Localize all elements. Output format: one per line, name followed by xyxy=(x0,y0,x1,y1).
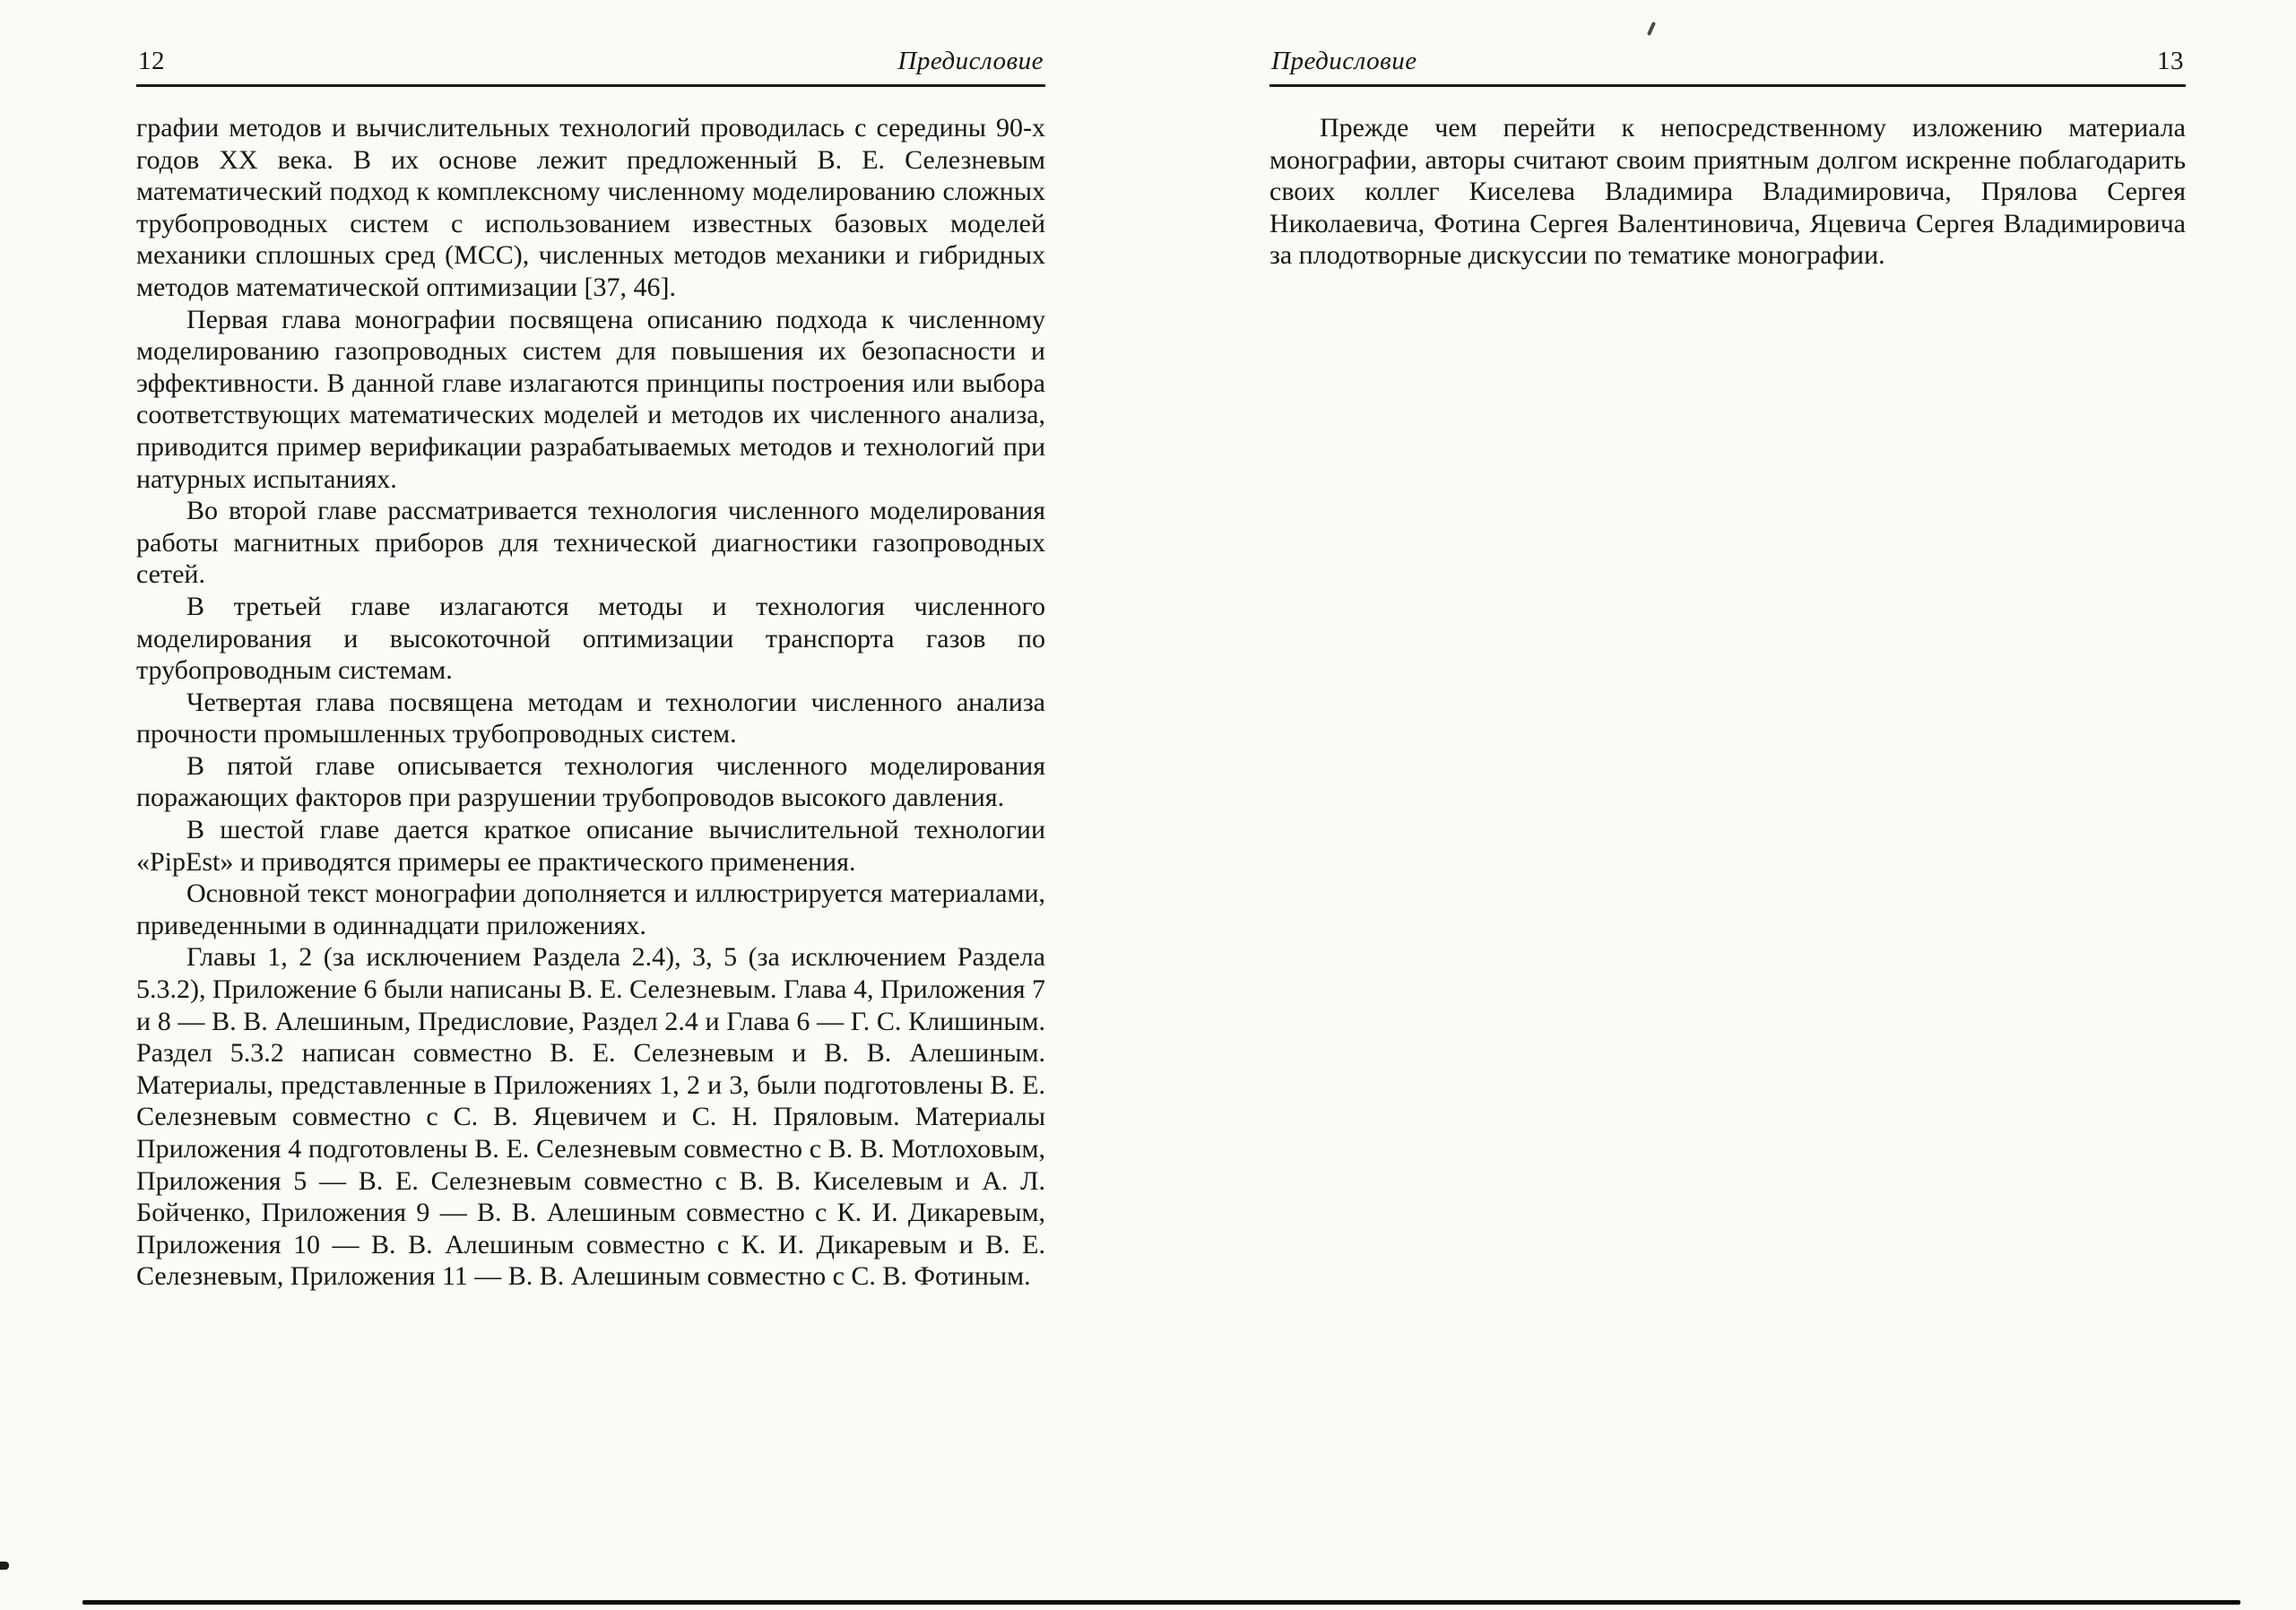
right-page-text xyxy=(1269,112,2186,272)
scan-speck-artifact xyxy=(0,1562,9,1570)
right-page-header xyxy=(1269,47,2186,84)
paragraph: В пятой главе описывается технология численного моделирования поражающих факторов при разрушении трубопроводов высокого давления. xyxy=(136,750,1045,813)
scan-edge-line xyxy=(82,1600,2240,1605)
header-rule xyxy=(1269,84,2186,87)
paragraph: Четвертая глава посвящена методам и технологии численного анализа прочности промышленных трубопроводных систем. xyxy=(136,687,1045,749)
paragraph: В шестой главе дается краткое описание вычислительной технологии «PipEst» и приводятся примеры ее практического применения. xyxy=(136,815,1045,877)
page-number: 13 xyxy=(2157,47,2184,75)
paragraph: Первая глава монографии посвящена описанию подхода к численному моделированию газопроводных систем для повышения их безопасности и эффективности. В данной главе излагаются принципы построения или выбора соответствующих математических моделей и методов их численного анализа, приводится пример верификации разрабатываемых методов и технологий при натурных испытаниях. xyxy=(136,304,1045,494)
scan-speck-artifact xyxy=(1647,22,1656,36)
paragraph: В третьей главе излагаются методы и технология численного моделирования и высокоточной оптимизации транспорта газов по трубопроводным системам. xyxy=(136,591,1045,686)
header-rule xyxy=(136,84,1045,87)
paragraph: Главы 1, 2 (за исключением Раздела 2.4), 3, 5 (за исключением Раздела 5.3.2), Приложение 6 были написаны В. Е. Селезневым. Глава 4, Приложения 7 и 8 — В. В. Алешиным, Предисловие, Раздел 2.4 и Глава 6 — Г. С. Клишиным. Раздел 5.3.2 написан совместно В. Е. Селезневым и В. В. Алешиным. Материалы, представленные в Приложениях 1, 2 и 3, были подготовлены В. Е. Селезневым совместно с С. В. Яцевичем и С. Н. Пряловым. Материалы Приложения 4 подготовлены В. Е. Селезневым совместно с В. В. Мотлоховым, Приложения 5 — В. Е. Селезневым совместно с В. В. Киселевым и А. Л. Бойченко, Приложения 9 — В. В. Алешиным совместно с К. И. Дикаревым, Приложения 10 — В. В. Алешиным совместно с К. И. Дикаревым и В. Е. Селезневым, Приложения 11 — В. В. Алешиным совместно с С. В. Фотиным. xyxy=(136,942,1045,1292)
running-title: Предисловие xyxy=(897,47,1044,75)
paragraph: графии методов и вычислительных технологий проводилась с середины 90-х годов XX века. В их основе лежит предложенный В. Е. Селезневым математический подход к комплексному численному моделированию сложных трубопроводных систем с использованием известных базовых моделей механики сплошных сред (МСС), численных методов механики и гибридных методов математической оптимизации [37, 46]. xyxy=(136,113,1045,302)
paragraph: Основной текст монографии дополняется и иллюстрируется материалами, приведенными в одиннадцати приложениях. xyxy=(136,879,1045,940)
page-number: 12 xyxy=(138,47,165,75)
paragraph: Во второй главе рассматривается технология численного моделирования работы магнитных приборов для технической диагностики газопроводных сетей. xyxy=(136,496,1045,590)
running-title: Предисловие xyxy=(1271,47,1417,75)
left-page xyxy=(136,47,1045,1293)
paragraph: Прежде чем перейти к непосредственному изложению материала монографии, авторы считают своим приятным долгом искренне поблагодарить своих коллег Киселева Владимира Владимировича, Прялова Сергея Николаевича, Фотина Сергея Валентиновича, Яцевича Сергея Владимировича за плодотворные дискуссии по тематике монографии. xyxy=(1269,113,2186,271)
left-page-header xyxy=(136,47,1045,84)
left-page-text xyxy=(136,112,1045,1293)
right-page xyxy=(1269,47,2186,272)
